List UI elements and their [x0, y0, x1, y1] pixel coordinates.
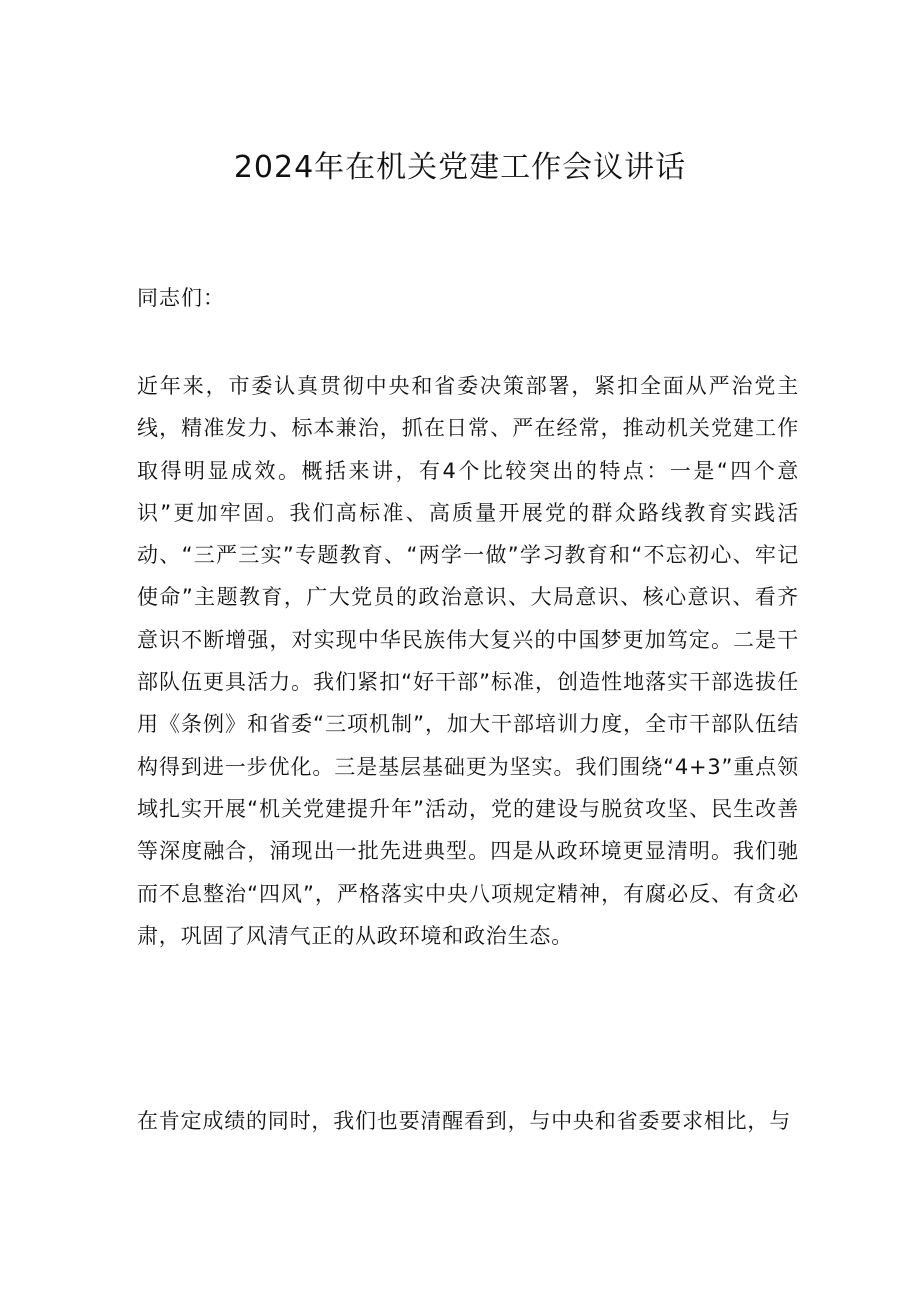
salutation: 同志们： — [137, 286, 225, 310]
body-paragraph-2: 在肯定成绩的同时，我们也要清醒看到，与中央和省委要求相比，与 — [137, 1109, 791, 1133]
body-paragraph-1: 近年来，市委认真贯彻中央和省委决策部署，紧扣全面从严治党主线，精准发力、标本兼治，抓在日常、严在经常，推动机关党建工作取得明显成效。概括来讲，有4个比较突出的特点：一是“四个意识”更加牢固。我们高标准、高质量开展党的群众路线教育实践活动、“三严三实”专题教育、“两学一做”学习教育和“不忘初心、牢记使命”主题教育，广大党员的政治意识、大局意识、核心意识、看齐意识不断增强，对实现中华民族伟大复兴的中国梦更加笃定。二是干部队伍更具活力。我们紧扣“好干部”标准，创造性地落实干部选拔任用《条例》和省委“三项机制”，加大干部培训力度，全市干部队伍结构得到进一步优化。三是基层基础更为坚实。我们围绕“4+3”重点领域扎实开展“机关党建提升年”活动，党的建设与脱贫攻坚、民生改善等深度融合，涌现出一批先进典型。四是从政环境更显清明。我们驰而不息整治“四风”，严格落实中央八项规定精神，有腐必反、有贪必肃，巩固了风清气正的从政环境和政治生态。 — [137, 374, 799, 948]
document-title: 2024年在机关党建工作会议讲话 — [233, 150, 687, 185]
